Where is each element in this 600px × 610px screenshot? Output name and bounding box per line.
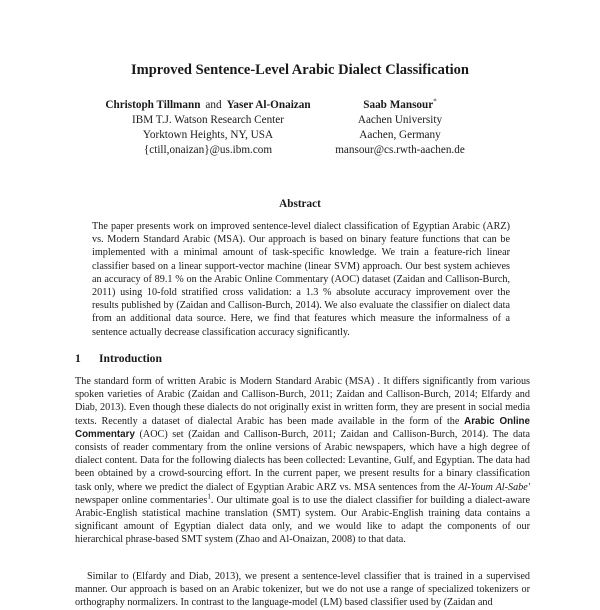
- location-aachen: Aachen, Germany: [359, 129, 441, 141]
- footnote-mark-mansour: *: [433, 97, 437, 106]
- abstract-heading: Abstract: [279, 198, 321, 210]
- intro-bold-aoc: Arabic Online Commentary: [75, 415, 530, 440]
- footnote-ref-1: 1: [207, 492, 211, 501]
- affiliation-aachen: Aachen University: [357, 114, 443, 126]
- author-names-right: [322, 98, 478, 113]
- intro-text-part-a: The standard form of written Arabic is Modern Standard Arabic (MSA) . It differs significantly from various spoken varieties of Arabic (Zaidan and Callison-Burch, 2011; Zaidan and Callison-Burch, 2014; Elfardy and Diab, 2013). Even though these dialects do not originally exist in written form, they are present in social media texts. Recently a dataset of dialectal Arabic has been made available in the form of the: [75, 376, 530, 427]
- paper-title: Improved Sentence-Level Arabic Dialect Classification: [130, 62, 470, 78]
- author-names-left: [80, 98, 336, 113]
- author-block: [0, 98, 600, 158]
- intro-paragraph-1: [75, 375, 530, 547]
- intro-text-part-e: newspaper online commentaries: [75, 494, 208, 506]
- email-aachen: mansour@cs.rwth-aachen.de: [335, 144, 465, 156]
- intro-text-part-g: . Our ultimate goal is to use the dialect classifier for building a dialect-aware Arabic-English statistical machine translation (SMT) system. Our Arabic-English training data contains a significant amount of Egyptian dialect data only, and we would like to adapt the components of our hierarchical phrase-based SMT system (Zhao and Al-Onaizan, 2008) to that data.: [75, 494, 530, 546]
- author-column-right: [322, 98, 478, 158]
- email-ibm: {ctill,onaizan}@us.ibm.com: [143, 144, 273, 156]
- section-title: Introduction: [99, 352, 162, 365]
- intro-italic-newspaper: Al-Youm Al-Sabe': [458, 481, 530, 493]
- affiliation-ibm: IBM T.J. Watson Research Center: [132, 114, 284, 126]
- author-column-left: [80, 98, 336, 158]
- author-name-mansour: Saab Mansour: [363, 99, 434, 111]
- intro-paragraph-2: Similar to (Elfardy and Diab, 2013), we present a sentence-level classifier that is trained in a supervised manner. Our approach is based on an Arabic tokenizer, but we do not use a range of specialized tokenizers or orthography normalizers. In contrast to the language-model (LM) based classifier used by (Zaidan and: [75, 571, 530, 609]
- location-ibm: Yorktown Heights, NY, USA: [142, 129, 274, 141]
- author-name-tillmann: Christoph Tillmann: [105, 99, 201, 111]
- intro-text-part-c: (AOC) set (Zaidan and Callison-Burch, 2011; Zaidan and Callison-Burch, 2014). The data consists of reader commentary from the online versions of Arabic newspapers, which have a high degree of dialect content. Data for the following dialects has been collected: Levantine, Gulf, and Egyptian. The data had been obtained by a crowd-sourcing effort. In the current paper, we present results for a binary classification task only, where we predict the dialect of Egyptian Arabic ARZ vs. MSA sentences from the: [75, 428, 530, 493]
- section-heading-introduction: [75, 352, 162, 365]
- section-number: 1: [75, 352, 81, 365]
- author-conjunction: and: [205, 99, 222, 111]
- author-name-al-onaizan: Yaser Al-Onaizan: [226, 99, 311, 111]
- abstract-text: The paper presents work on improved sentence-level dialect classification of Egyptian Arabic (ARZ) vs. Modern Standard Arabic (MSA). Our approach is based on binary feature functions that can be implemented with a minimal amount of task-specific knowledge. We train a feature-rich linear classifier based on a linear support-vector machine (linear SVM) approach. Our best system achieves an accuracy of 89.1 % on the Arabic Online Commentary (AOC) dataset (Zaidan and Callison-Burch, 2011) using 10-fold stratified cross validation: a 1.3 % absolute accuracy improvement over the results published by (Zaidan and Callison-Burch, 2014). We also evaluate the classifier on dialect data from an additional data source. Here, we find that features which measure the informalness of a sentence actually decrease classification accuracy significantly.: [92, 221, 510, 338]
